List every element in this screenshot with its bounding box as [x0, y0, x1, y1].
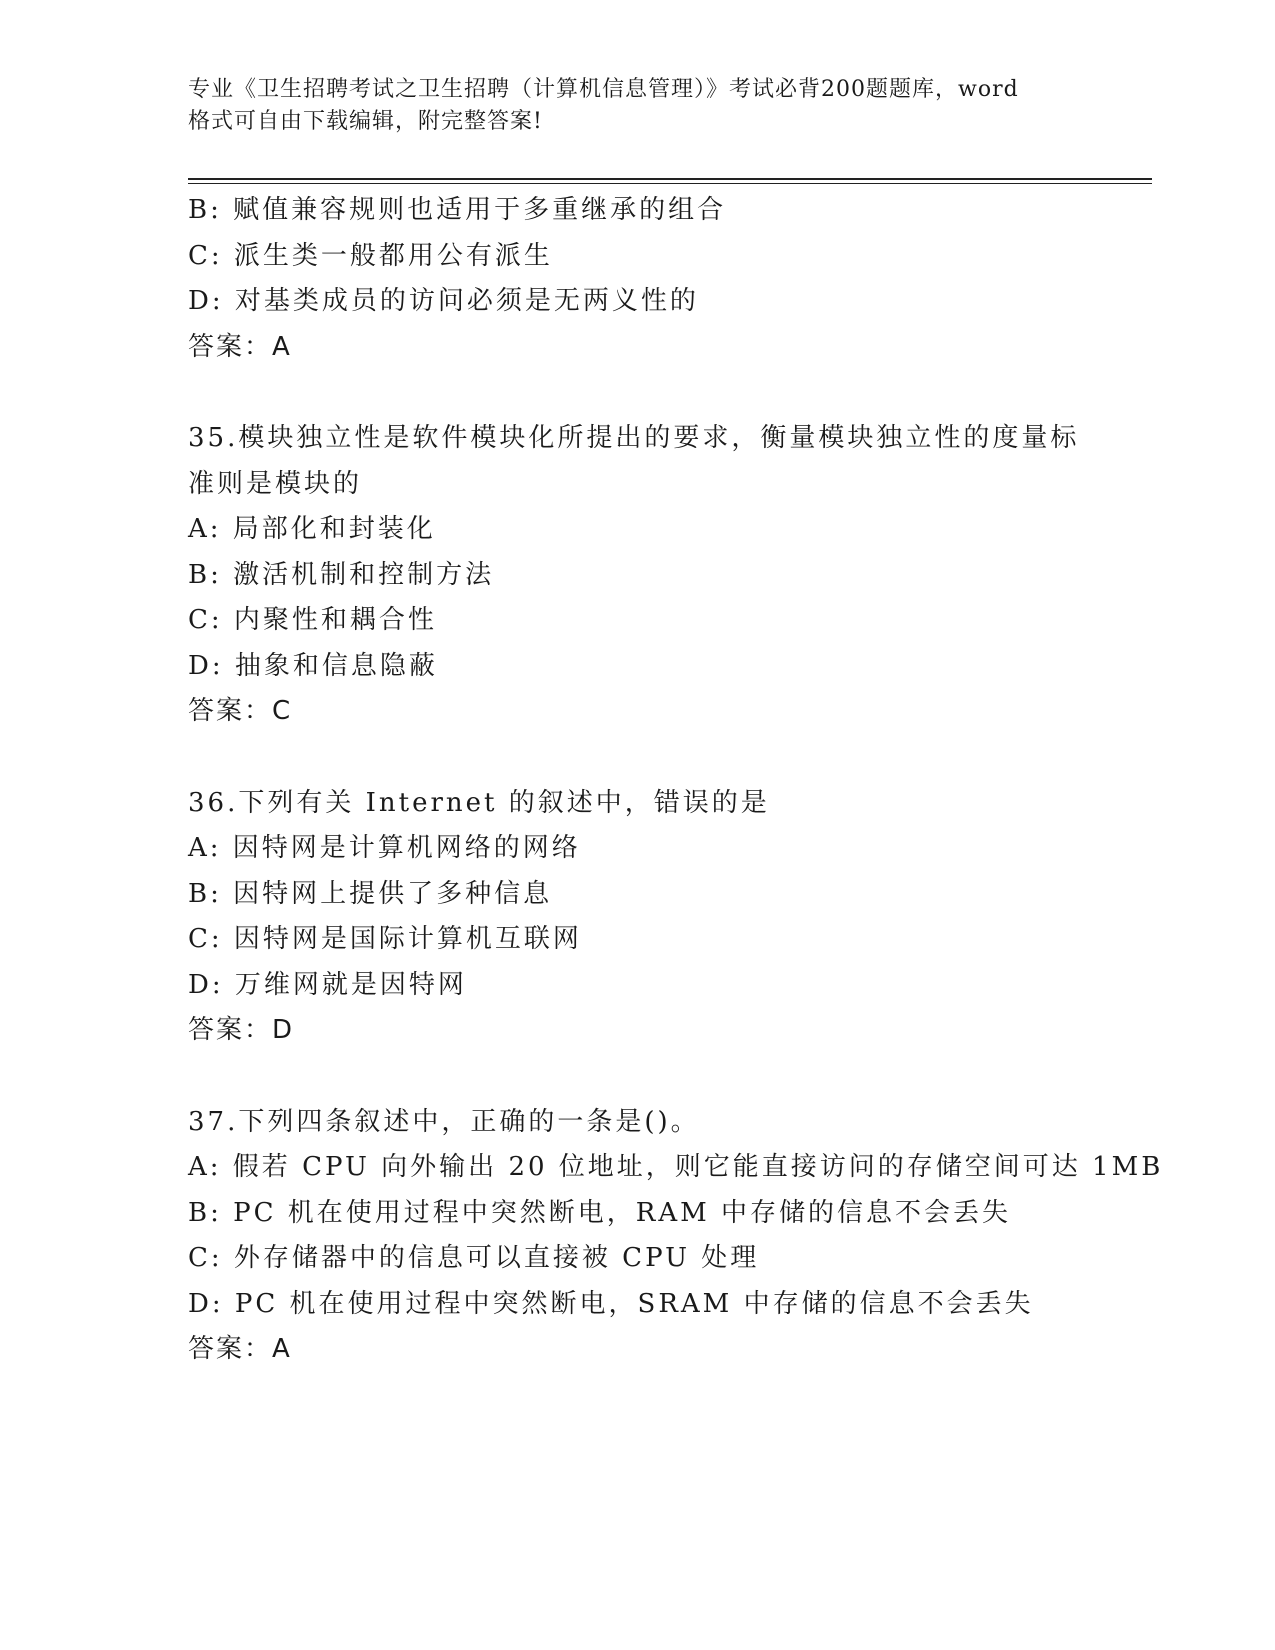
question-spacer	[188, 370, 1088, 416]
option-c: C: 外存储器中的信息可以直接被 CPU 处理	[188, 1243, 760, 1273]
document-header	[188, 74, 1088, 138]
option-d: D: 对基类成员的访问必须是无两义性的	[188, 286, 699, 316]
question-stem: 36.下列有关 Internet 的叙述中，错误的是	[188, 787, 770, 818]
question-36	[188, 781, 1088, 1054]
option-d: D: 抽象和信息隐蔽	[188, 650, 438, 681]
option-b: B: PC 机在使用过程中突然断电，RAM 中存储的信息不会丢失	[188, 1197, 1012, 1228]
question-34-tail	[188, 188, 1088, 370]
question-spacer	[188, 1054, 1088, 1100]
header-line-2: 格式可自由下载编辑，附完整答案!	[188, 109, 543, 134]
question-stem: 35.模块独立性是软件模块化所提出的要求，衡量模块独立性的度量标	[188, 423, 1080, 453]
answer-line: 答案：A	[188, 1334, 292, 1364]
option-a: A: 局部化和封装化	[188, 514, 436, 544]
answer-line: 答案：A	[188, 331, 292, 362]
option-c: C: 内聚性和耦合性	[188, 605, 437, 635]
header-line-1: 专业《卫生招聘考试之卫生招聘（计算机信息管理）》考试必背200题题库，word	[188, 77, 1019, 102]
option-b: B: 激活机制和控制方法	[188, 559, 495, 590]
answer-line: 答案：D	[188, 1015, 295, 1045]
option-b: B: 因特网上提供了多种信息	[188, 878, 553, 909]
option-d: D: 万维网就是因特网	[188, 969, 467, 1000]
header-divider-thin	[188, 183, 1152, 184]
option-a: A: 因特网是计算机网络的网络	[188, 833, 581, 863]
option-b: B: 赋值兼容规则也适用于多重继承的组合	[188, 195, 727, 225]
option-c: C: 派生类一般都用公有派生	[188, 240, 553, 271]
question-stem-continued: 准则是模块的	[188, 468, 363, 499]
question-35	[188, 416, 1088, 735]
question-list	[188, 188, 1164, 1373]
answer-line: 答案：C	[188, 696, 293, 726]
option-a: A: 假若 CPU 向外输出 20 位地址，则它能直接访问的存储空间可达 1MB	[188, 1152, 1164, 1182]
question-spacer	[188, 735, 1088, 781]
question-stem: 37.下列四条叙述中，正确的一条是()。	[188, 1106, 700, 1137]
option-c: C: 因特网是国际计算机互联网	[188, 924, 582, 954]
question-37	[188, 1100, 1164, 1373]
option-d: D: PC 机在使用过程中突然断电，SRAM 中存储的信息不会丢失	[188, 1288, 1034, 1319]
header-divider-thick	[188, 178, 1152, 180]
